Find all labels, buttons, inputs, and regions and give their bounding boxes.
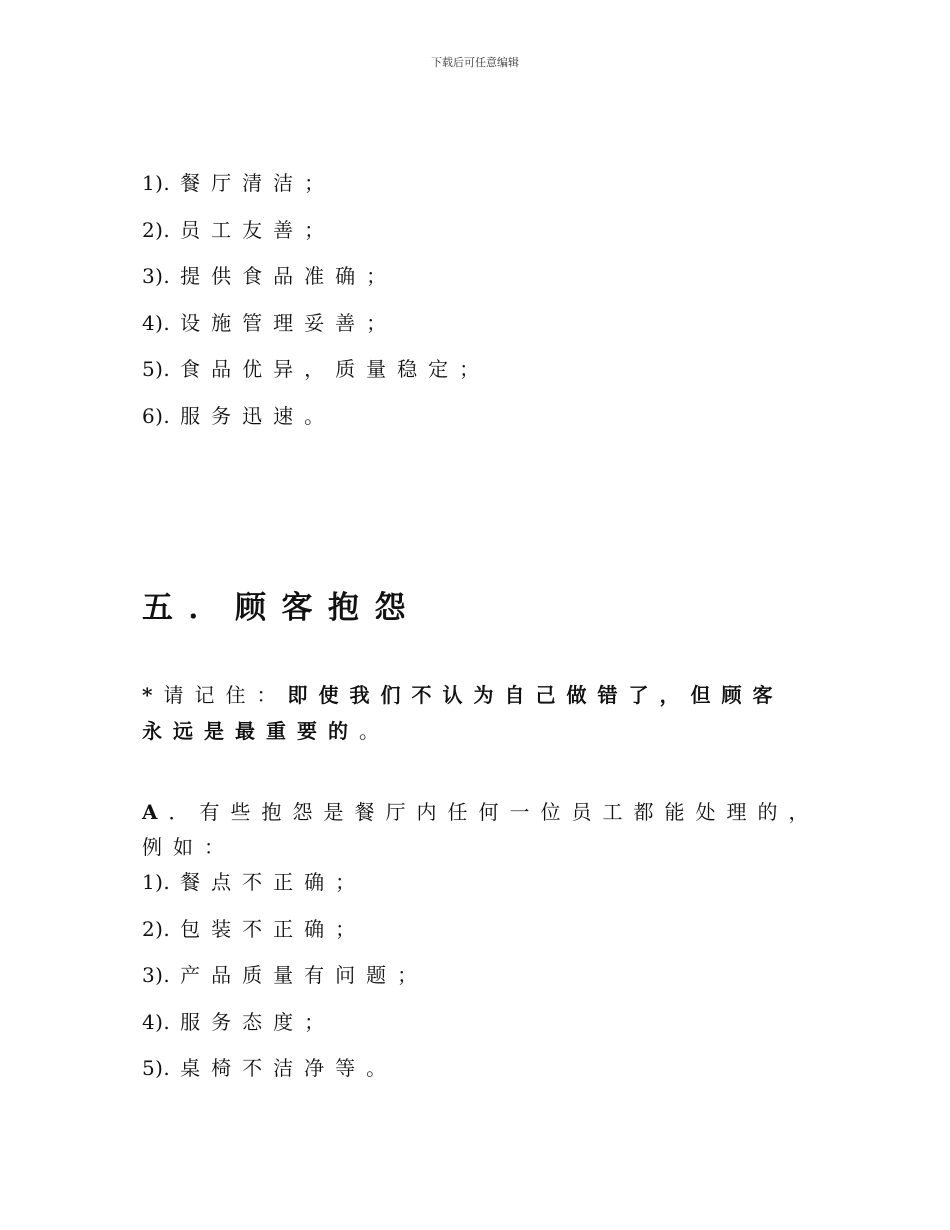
list-item-number: 1). (142, 870, 171, 894)
list-item-text: 服务迅速。 (180, 404, 336, 428)
paragraph-a-label: A (142, 800, 169, 824)
paragraph-a-line-1 (142, 800, 820, 824)
list-item-number: 5). (142, 1056, 171, 1080)
list-item-number: 2). (142, 218, 171, 242)
list-item-number: 1). (142, 171, 171, 195)
reminder-line-2 (142, 719, 390, 743)
page-header: 下载后可任意编辑 (431, 56, 519, 69)
list-item-text: 服务态度； (180, 1010, 336, 1034)
list-item-number: 4). (142, 311, 171, 335)
list-item (142, 870, 366, 894)
list-item-number: 5). (142, 357, 171, 381)
paragraph-a-line-2 (142, 835, 235, 859)
section-heading: 五．顾客抱怨 (142, 590, 421, 626)
list-item-number: 3). (142, 264, 171, 288)
list-item-text: 包装不正确； (180, 917, 367, 941)
reminder-star: * (142, 683, 164, 707)
list-item (142, 1056, 397, 1080)
list-item (142, 311, 397, 335)
list-item-text: 食品优异，质量稳定； (180, 357, 491, 381)
list-item-text: 提供食品准确； (180, 264, 398, 288)
list-item-number: 4). (142, 1010, 171, 1034)
list-item-number: 6). (142, 404, 171, 428)
list-item (142, 404, 335, 428)
reminder-emphasis: 即使我们不认为自己做错了，但顾客 (287, 683, 784, 707)
list-item-number: 2). (142, 917, 171, 941)
reminder-line-1 (142, 683, 783, 707)
list-item (142, 963, 428, 987)
list-item (142, 264, 397, 288)
list-item (142, 218, 335, 242)
list-item-number: 3). (142, 963, 171, 987)
list-item-text: 餐点不正确； (180, 870, 367, 894)
list-item-text: 餐厅清洁； (180, 171, 336, 195)
list-item-text: 产品质量有问题； (180, 963, 429, 987)
list-item (142, 357, 490, 381)
reminder-lead: 请记住： (163, 683, 288, 707)
list-item (142, 171, 335, 195)
list-item (142, 1010, 335, 1034)
paragraph-a-text: ．有些抱怨是餐厅内任何一位员工都能处理的， (168, 800, 820, 824)
list-item-text: 设施管理妥善； (180, 311, 398, 335)
list-item-text: 员工友善； (180, 218, 336, 242)
reminder-end: 。 (359, 719, 390, 743)
list-item-text: 桌椅不洁净等。 (180, 1056, 398, 1080)
list-item (142, 917, 366, 941)
paragraph-a-text-continued: 例如： (142, 835, 235, 859)
reminder-emphasis-continued: 永远是最重要的 (142, 719, 359, 743)
